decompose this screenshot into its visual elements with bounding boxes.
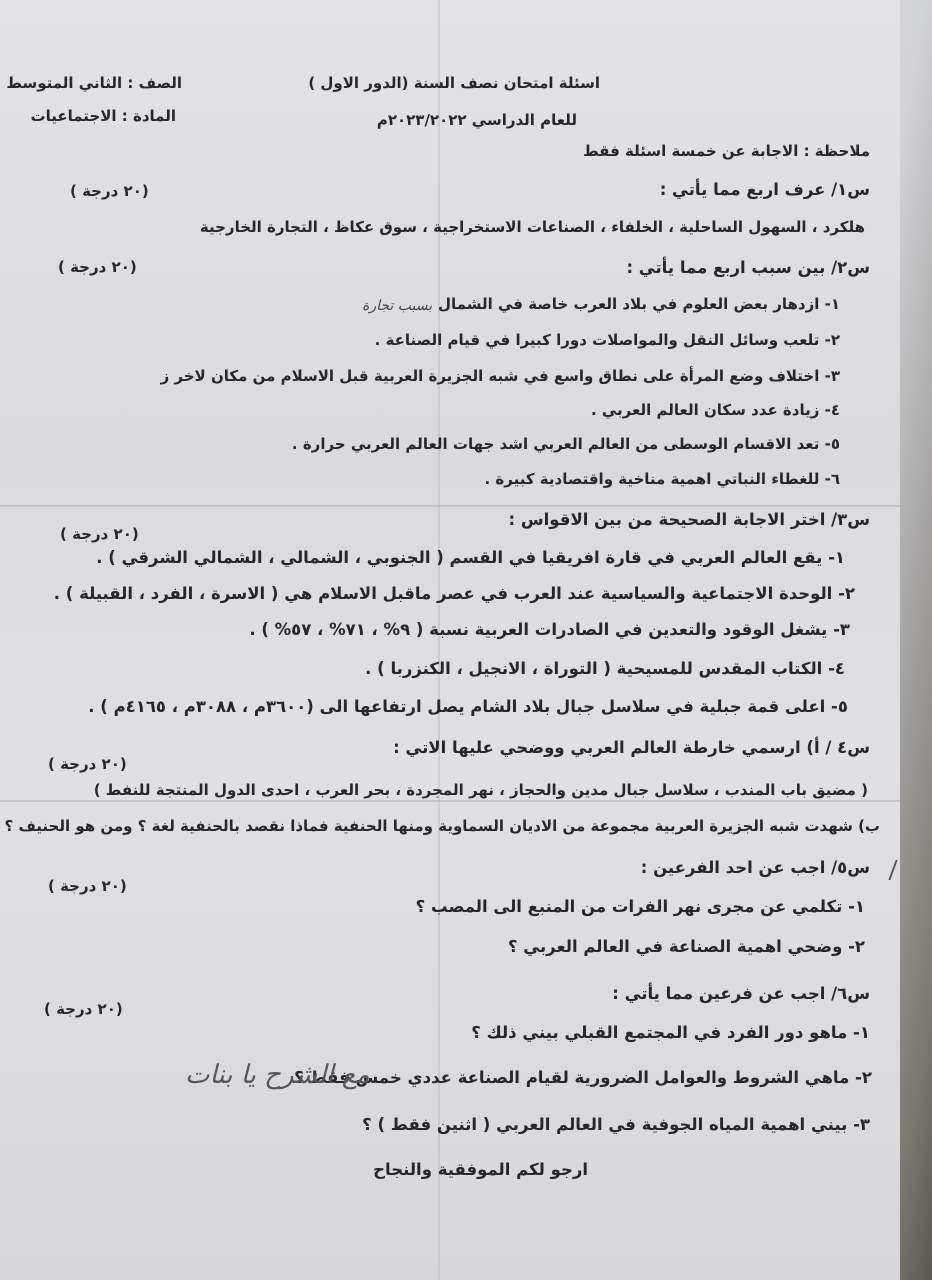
q3-title: س٣/ اختر الاجابة الصحيحة من بين الاقواس : [508,510,870,529]
paper-fold-line [0,800,900,802]
q2-item-3: ٣- اختلاف وضع المرأة على نطاق واسع في شبه الجزيرة العربية قبل الاسلام من مكان لاخر ز [160,367,840,385]
q5-grade: (٢٠ درجة ) [48,877,127,895]
subject-label: المادة : الاجتماعيات [30,107,176,125]
handwritten-note: بسبب تجارة [362,298,433,314]
exam-year: للعام الدراسي ٢٠٢٣/٢٠٢٢م [376,111,577,129]
q3-item-3: ٣- يشغل الوقود والتعدين في الصادرات العربية نسبة ( ٩% ، ٧١% ، ٥٧% ) . [249,620,850,639]
q6-item-2: ٢- ماهي الشروط والعوامل الضرورية لقيام الصناعة عددي خمس فقط ؟ [294,1068,872,1087]
q4-grade: (٢٠ درجة ) [48,755,127,773]
q2-title: س٢/ بين سبب اربع مما يأتي : [626,258,870,277]
q5-title: س٥/ اجب عن احد الفرعين : [640,858,870,877]
q2-item-5: ٥- تعد الاقسام الوسطى من العالم العربي اشد جهات العالم العربي حرارة . [291,435,840,453]
paper-fold-line [0,505,900,507]
q4-map-items: ( مضيق باب المندب ، سلاسل جبال مدين والحجاز ، نهر المجردة ، بحر العرب ، احدى الدول المنتجة للنفط ) [93,781,868,799]
q4-title: س٤ / أ) ارسمي خارطة العالم العربي ووضحي عليها الاتي : [393,738,870,757]
q3-item-5: ٥- اعلى قمة جبلية في سلاسل جبال بلاد الشام يصل ارتفاعها الى (٣٦٠٠م ، ٣٠٨٨م ، ٤١٦٥م ) . [88,697,848,716]
q6-item-3: ٣- بيني اهمية المياه الجوفية في العالم العربي ( اثنين فقط ) ؟ [362,1115,870,1134]
handwritten-note: مع الشرح يا بنات [185,1060,370,1090]
exam-note: ملاحظة : الاجابة عن خمسة اسئلة فقط [583,142,870,160]
q2-grade: (٢٠ درجة ) [58,258,137,276]
class-label: الصف : الثاني المتوسط [6,74,182,92]
exam-title: اسئلة امتحان نصف السنة (الدور الاول ) [308,74,600,92]
q5-item-1: ١- تكلمي عن مجرى نهر الفرات من المنبع الى المصب ؟ [415,897,865,916]
paper-fold-line [438,0,440,1280]
q3-item-1: ١- يقع العالم العربي في قارة افريقيا في القسم ( الجنوبي ، الشمالي ، الشمالي الشرقي ) . [96,548,845,567]
q1-terms: هلكرد ، السهول الساحلية ، الخلفاء ، الصناعات الاستخراجية ، سوق عكاظ ، التجارة الخارجية [199,218,865,236]
q6-grade: (٢٠ درجة ) [44,1000,123,1018]
q5-item-2: ٢- وضحي اهمية الصناعة في العالم العربي ؟ [507,937,865,956]
q2-item-6: ٦- للغطاء النباتي اهمية مناخية واقتصادية كبيرة . [484,470,840,488]
q1-title: س١/ عرف اربع مما يأتي : [659,180,870,199]
q2-item-4: ٤- زيادة عدد سكان العالم العربي . [590,401,840,419]
q6-item-1: ١- ماهو دور الفرد في المجتمع القبلي بيني ذلك ؟ [471,1023,870,1042]
q3-item-4: ٤- الكتاب المقدس للمسيحية ( التوراة ، الانجيل ، الكنزربا ) . [365,659,845,678]
q2-item-2: ٢- تلعب وسائل النقل والمواصلات دورا كبيرا في قيام الصناعة . [374,331,840,349]
q4-part-b: ب) شهدت شبه الجزيرة العربية مجموعة من الاديان السماوية ومنها الحنفية فماذا نقصد بالحنفية لغة ؟ ومن هو الحنيف ؟ [4,817,880,835]
q3-item-2: ٢- الوحدة الاجتماعية والسياسية عند العرب في عصر ماقبل الاسلام هي ( الاسرة ، الفرد ، القبيلة ) . [53,584,855,603]
closing-text: ارجو لكم الموفقية والنجاح [373,1160,588,1179]
q6-title: س٦/ اجب عن فرعين مما يأتي : [612,984,870,1003]
q2-item-1: ١- ازدهار بعض العلوم في بلاد العرب خاصة في الشمال [438,295,840,313]
q3-grade: (٢٠ درجة ) [60,525,139,543]
q1-grade: (٢٠ درجة ) [70,182,149,200]
